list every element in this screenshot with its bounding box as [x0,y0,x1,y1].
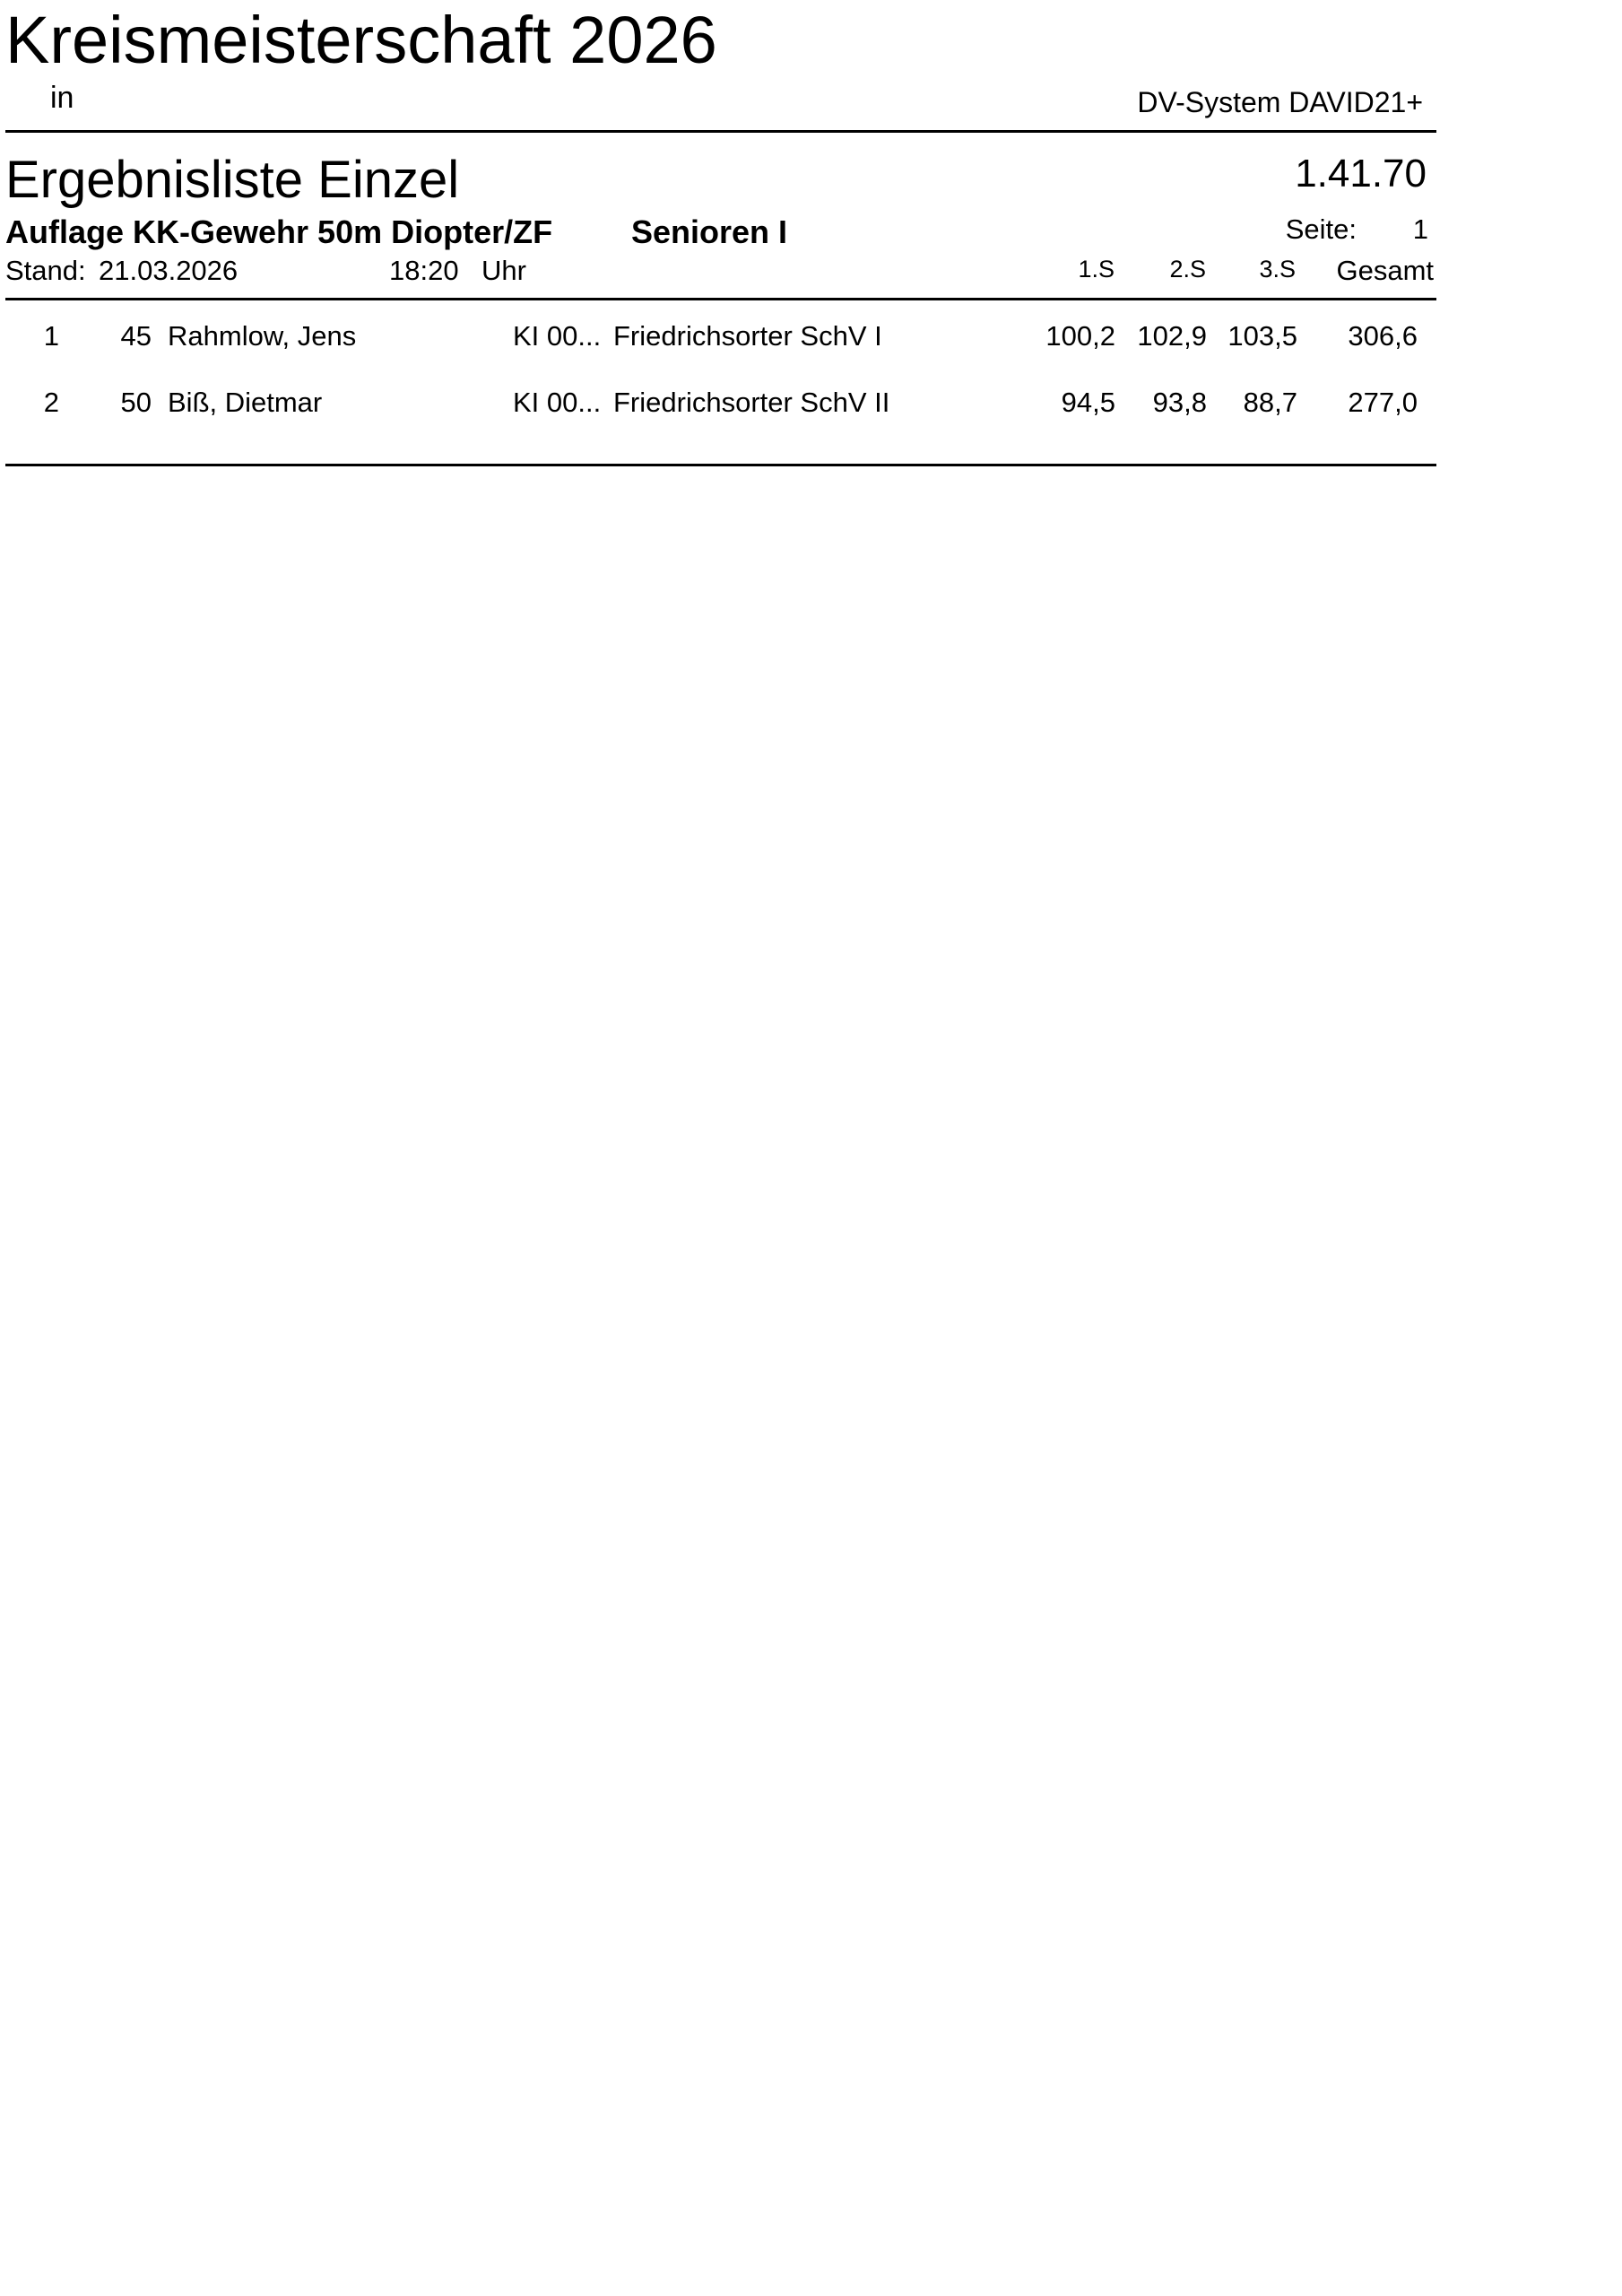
rank: 2 [43,387,59,418]
discipline-name: Auflage KK-Gewehr 50m Diopter/ZF [5,213,553,250]
column-header-s2: 2.S [1169,256,1206,283]
system-name: DV-System DAVID21+ [1137,86,1423,118]
column-header-s1: 1.S [1078,256,1115,283]
list-title: Ergebnisliste Einzel [5,151,460,209]
list-code: 1.41.70 [1295,152,1427,196]
page-number: 1 [1412,213,1428,245]
series-1-score: 100,2 [1045,320,1115,352]
series-2-score: 102,9 [1137,320,1207,352]
table-footer-divider [5,464,1436,466]
start-number: 45 [120,320,152,352]
series-1-score: 94,5 [1061,387,1115,418]
district-code: KI 00... [513,387,602,418]
stand-date: 21.03.2026 [99,255,239,286]
district-code: KI 00... [513,320,602,352]
total-score: 277,0 [1348,387,1418,418]
club-name: Friedrichsorter SchV II [613,387,890,418]
start-number: 50 [120,387,152,418]
club-name: Friedrichsorter SchV I [613,320,882,352]
shooter-name: Rahmlow, Jens [168,320,357,352]
series-3-score: 103,5 [1227,320,1297,352]
series-3-score: 88,7 [1243,387,1297,418]
class-name: Senioren I [631,213,788,250]
table-header-divider [5,298,1436,300]
header-divider [5,130,1436,133]
event-title: Kreismeisterschaft 2026 [5,3,717,77]
stand-label: Stand: [5,255,86,286]
stand-time: 18:20 [389,255,459,286]
shooter-name: Biß, Dietmar [168,387,323,418]
rank: 1 [43,320,59,352]
series-2-score: 93,8 [1152,387,1207,418]
column-header-total: Gesamt [1336,255,1434,286]
page-label: Seite: [1285,213,1357,245]
total-score: 306,6 [1348,320,1418,352]
column-header-s3: 3.S [1259,256,1296,283]
stand-unit: Uhr [481,255,526,286]
location-prefix: in [50,81,74,115]
